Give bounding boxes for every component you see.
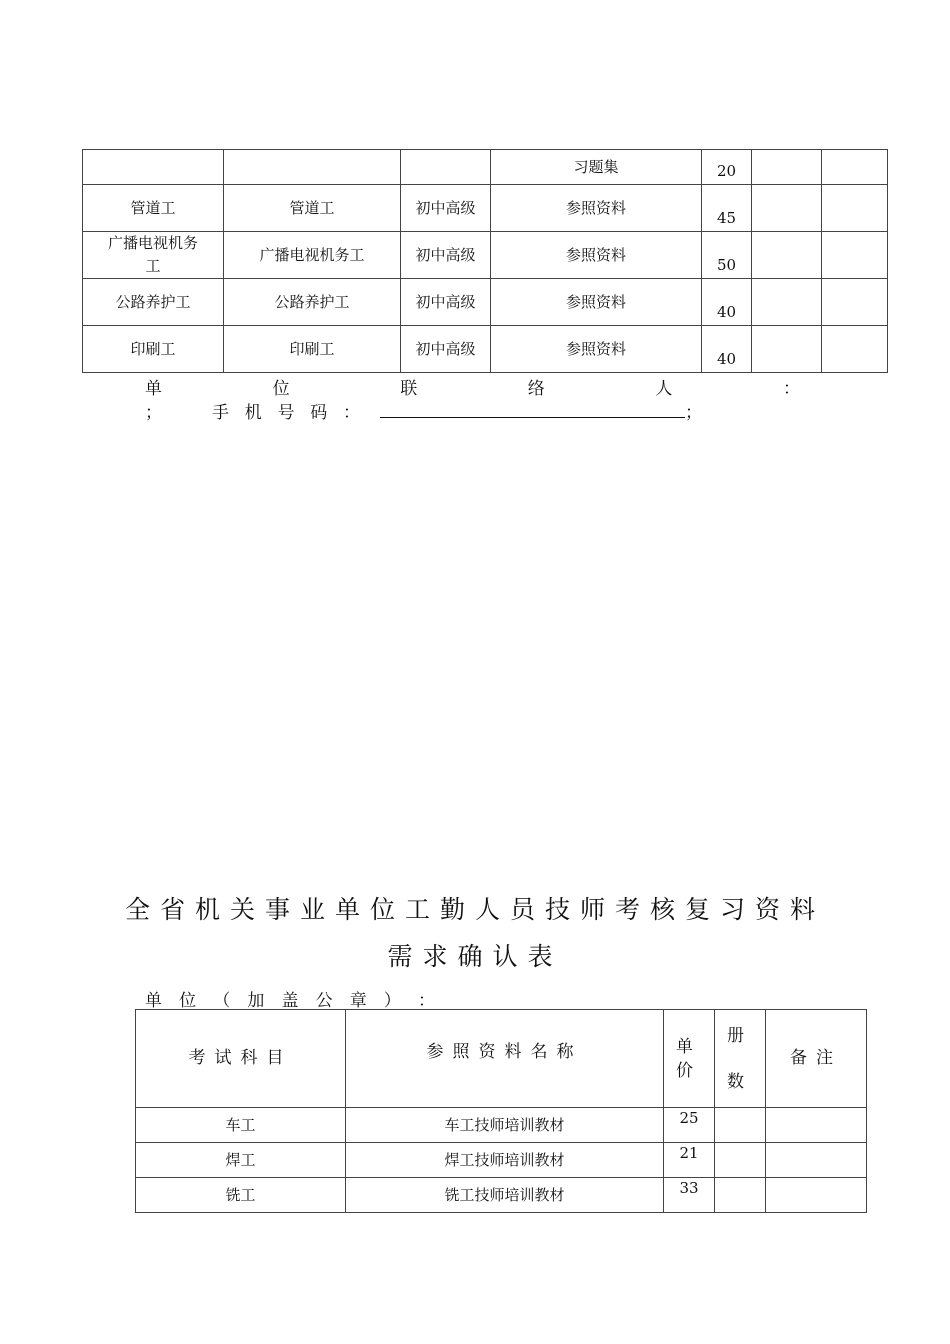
level-cell: 初中高级 xyxy=(401,185,491,232)
price-cell: 45 xyxy=(702,185,752,232)
price-cell: 20 xyxy=(702,150,752,185)
unit-seal-label xyxy=(145,986,435,1011)
remark-cell[interactable] xyxy=(822,326,888,373)
label-char: 单 xyxy=(145,991,162,1011)
subject-cell: 车工 xyxy=(136,1108,346,1143)
table-row xyxy=(83,326,888,373)
label-char: 位 xyxy=(272,379,290,399)
level-cell xyxy=(401,150,491,185)
label-char: 手 xyxy=(212,403,229,423)
label-char: 络 xyxy=(527,379,545,399)
contact-person-label xyxy=(145,374,800,399)
copies-cell[interactable] xyxy=(752,326,822,373)
table-row xyxy=(136,1143,867,1178)
label-char: 加 xyxy=(247,991,265,1011)
header-material: 参照资料名称 xyxy=(346,1010,664,1108)
phone-separator: ； xyxy=(145,403,162,423)
label-char: ： xyxy=(782,379,800,399)
table-row xyxy=(83,185,888,232)
level-cell: 初中高级 xyxy=(401,232,491,279)
price-cell: 21 xyxy=(664,1143,715,1178)
requirement-form-table xyxy=(135,1009,867,1213)
remark-cell[interactable] xyxy=(822,232,888,279)
remark-cell[interactable] xyxy=(766,1108,867,1143)
remark-cell[interactable] xyxy=(822,279,888,326)
subject-cell: 管道工 xyxy=(83,185,224,232)
label-char: 人 xyxy=(655,379,673,399)
level-cell: 初中高级 xyxy=(401,326,491,373)
table-row xyxy=(83,232,888,279)
subject-cell: 公路养护工 xyxy=(83,279,224,326)
table-row xyxy=(136,1178,867,1213)
material-cell: 参照资料 xyxy=(491,326,702,373)
copies-cell[interactable] xyxy=(752,279,822,326)
copies-cell[interactable] xyxy=(752,232,822,279)
remark-cell[interactable] xyxy=(766,1143,867,1178)
label-char: 位 xyxy=(179,991,197,1011)
label-char: 联 xyxy=(400,379,418,399)
copies-cell[interactable] xyxy=(715,1178,766,1213)
header-char: 数 xyxy=(727,1072,753,1092)
table-row xyxy=(83,150,888,185)
label-char: 机 xyxy=(244,403,262,423)
price-cell: 33 xyxy=(664,1178,715,1213)
header-copies xyxy=(715,1010,766,1108)
copies-cell[interactable] xyxy=(715,1143,766,1178)
price-cell: 40 xyxy=(702,326,752,373)
materials-table-continued xyxy=(82,149,888,373)
header-remark: 备注 xyxy=(766,1010,867,1108)
header-char: 价 xyxy=(676,1060,702,1081)
header-char: 册 xyxy=(727,1026,753,1046)
job-cell: 管道工 xyxy=(224,185,401,232)
price-cell: 40 xyxy=(702,279,752,326)
copies-cell[interactable] xyxy=(752,150,822,185)
material-cell: 参照资料 xyxy=(491,185,702,232)
subject-cell: 印刷工 xyxy=(83,326,224,373)
form-title-line2: 需求确认表 xyxy=(387,942,563,971)
label-char: 公 xyxy=(315,991,333,1011)
header-subject: 考试科目 xyxy=(136,1010,346,1108)
phone-input-line[interactable] xyxy=(380,397,685,418)
level-cell: 初中高级 xyxy=(401,279,491,326)
job-cell: 印刷工 xyxy=(224,326,401,373)
form-title-line1: 全省机关事业单位工勤人员技师考核复习资料 xyxy=(124,895,825,924)
label-char: ： xyxy=(418,991,435,1011)
job-cell: 广播电视机务工 xyxy=(224,232,401,279)
price-cell: 50 xyxy=(702,232,752,279)
remark-cell[interactable] xyxy=(822,185,888,232)
label-char: 章 xyxy=(349,991,367,1011)
remark-cell[interactable] xyxy=(822,150,888,185)
header-char: 单 xyxy=(676,1036,702,1057)
material-cell: 焊工技师培训教材 xyxy=(346,1143,664,1178)
phone-end-separator: ； xyxy=(685,403,702,423)
job-cell xyxy=(224,150,401,185)
copies-cell[interactable] xyxy=(752,185,822,232)
label-char: 单 xyxy=(145,379,162,399)
table-row xyxy=(83,279,888,326)
phone-label xyxy=(212,398,360,423)
subject-cell: 铣工 xyxy=(136,1178,346,1213)
subject-cell: 广播电视机务工 xyxy=(83,232,224,279)
material-cell: 参照资料 xyxy=(491,279,702,326)
label-char: （ xyxy=(213,991,231,1011)
subject-cell xyxy=(83,150,224,185)
material-cell: 车工技师培训教材 xyxy=(346,1108,664,1143)
label-char: ： xyxy=(343,403,360,423)
copies-cell[interactable] xyxy=(715,1108,766,1143)
header-row xyxy=(136,1010,867,1108)
remark-cell[interactable] xyxy=(766,1178,867,1213)
label-char: 号 xyxy=(277,403,295,423)
subject-cell: 焊工 xyxy=(136,1143,346,1178)
price-cell: 25 xyxy=(664,1108,715,1143)
label-char: 码 xyxy=(310,403,328,423)
label-char: 盖 xyxy=(281,991,299,1011)
label-char: ） xyxy=(383,991,401,1011)
phone-row xyxy=(145,397,702,423)
material-cell: 铣工技师培训教材 xyxy=(346,1178,664,1213)
header-price xyxy=(664,1010,715,1108)
material-cell: 习题集 xyxy=(491,150,702,185)
job-cell: 公路养护工 xyxy=(224,279,401,326)
material-cell: 参照资料 xyxy=(491,232,702,279)
table-row xyxy=(136,1108,867,1143)
